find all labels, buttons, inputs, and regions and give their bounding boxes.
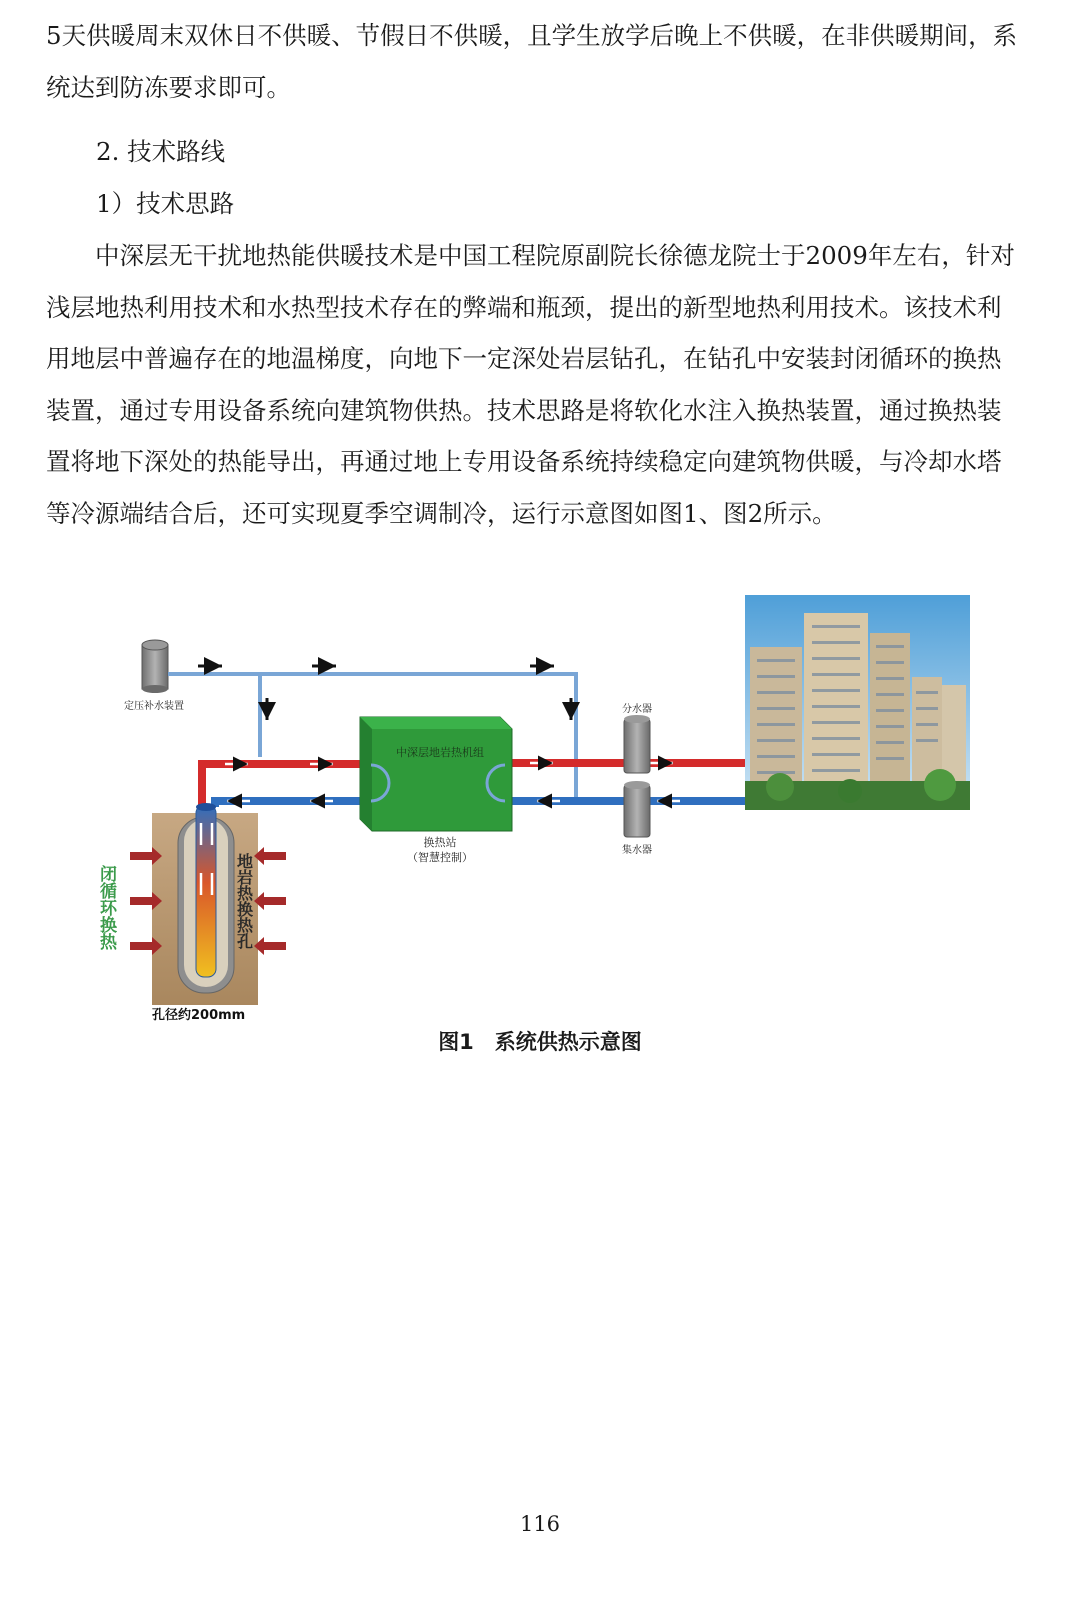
figure-caption: 图1 系统供热示意图 xyxy=(438,1030,642,1054)
borehole-diameter-label: 孔径约200mm xyxy=(152,1008,246,1023)
pressure-makeup-tank xyxy=(142,640,168,693)
heading-technical-idea: 1）技术思路 xyxy=(96,189,235,218)
paragraph-intro: 5天供暖周末双休日不供暖、节假日不供暖，且学生放学后晚上不供暖，在非供暖期间，系统达到防冻要求即可。 xyxy=(46,21,1018,102)
paragraph-technology-description: 中深层无干扰地热能供暖技术是中国工程院原副院长徐德龙院士于2009年左右，针对浅层地热利用技术和水热型技术存在的弊端和瓶颈，提出的新型地热利用技术。该技术利用地层中普遍存在的地温梯度，向地下一定深处岩层钻孔，在钻孔中安装封闭循环的换热装置，通过专用设备系统向建筑物供热。技术思路是将软化水注入换热装置，通过换热装置将地下深处的热能导出，再通过地上专用设备系统持续稳定向建筑物供暖，与冷却水塔等冷源端结合后，还可实现夏季空调制冷，运行示意图如图1、图2所示。 xyxy=(46,241,1015,528)
system-heating-diagram xyxy=(90,595,990,1035)
makeup-tank-label: 定压补水装置 xyxy=(124,701,184,712)
heat-pump-unit xyxy=(360,717,512,831)
distributor-label: 分水器 xyxy=(622,704,652,715)
smart-control-label: （智慧控制） xyxy=(407,851,473,864)
heat-pump-unit-label: 中深层地岩热机组 xyxy=(396,746,484,759)
water-collector xyxy=(624,781,650,837)
heading-technical-route: 2. 技术路线 xyxy=(96,137,226,166)
closed-loop-label: 闭循环换热 xyxy=(96,865,116,950)
page-number: 116 xyxy=(519,1512,561,1536)
collector-label: 集水器 xyxy=(622,845,652,856)
water-distributor xyxy=(624,715,650,773)
borehole-label: 地岩热换热孔 xyxy=(234,853,254,949)
residential-buildings-image xyxy=(745,595,970,810)
heat-station-label: 换热站 xyxy=(423,836,457,849)
